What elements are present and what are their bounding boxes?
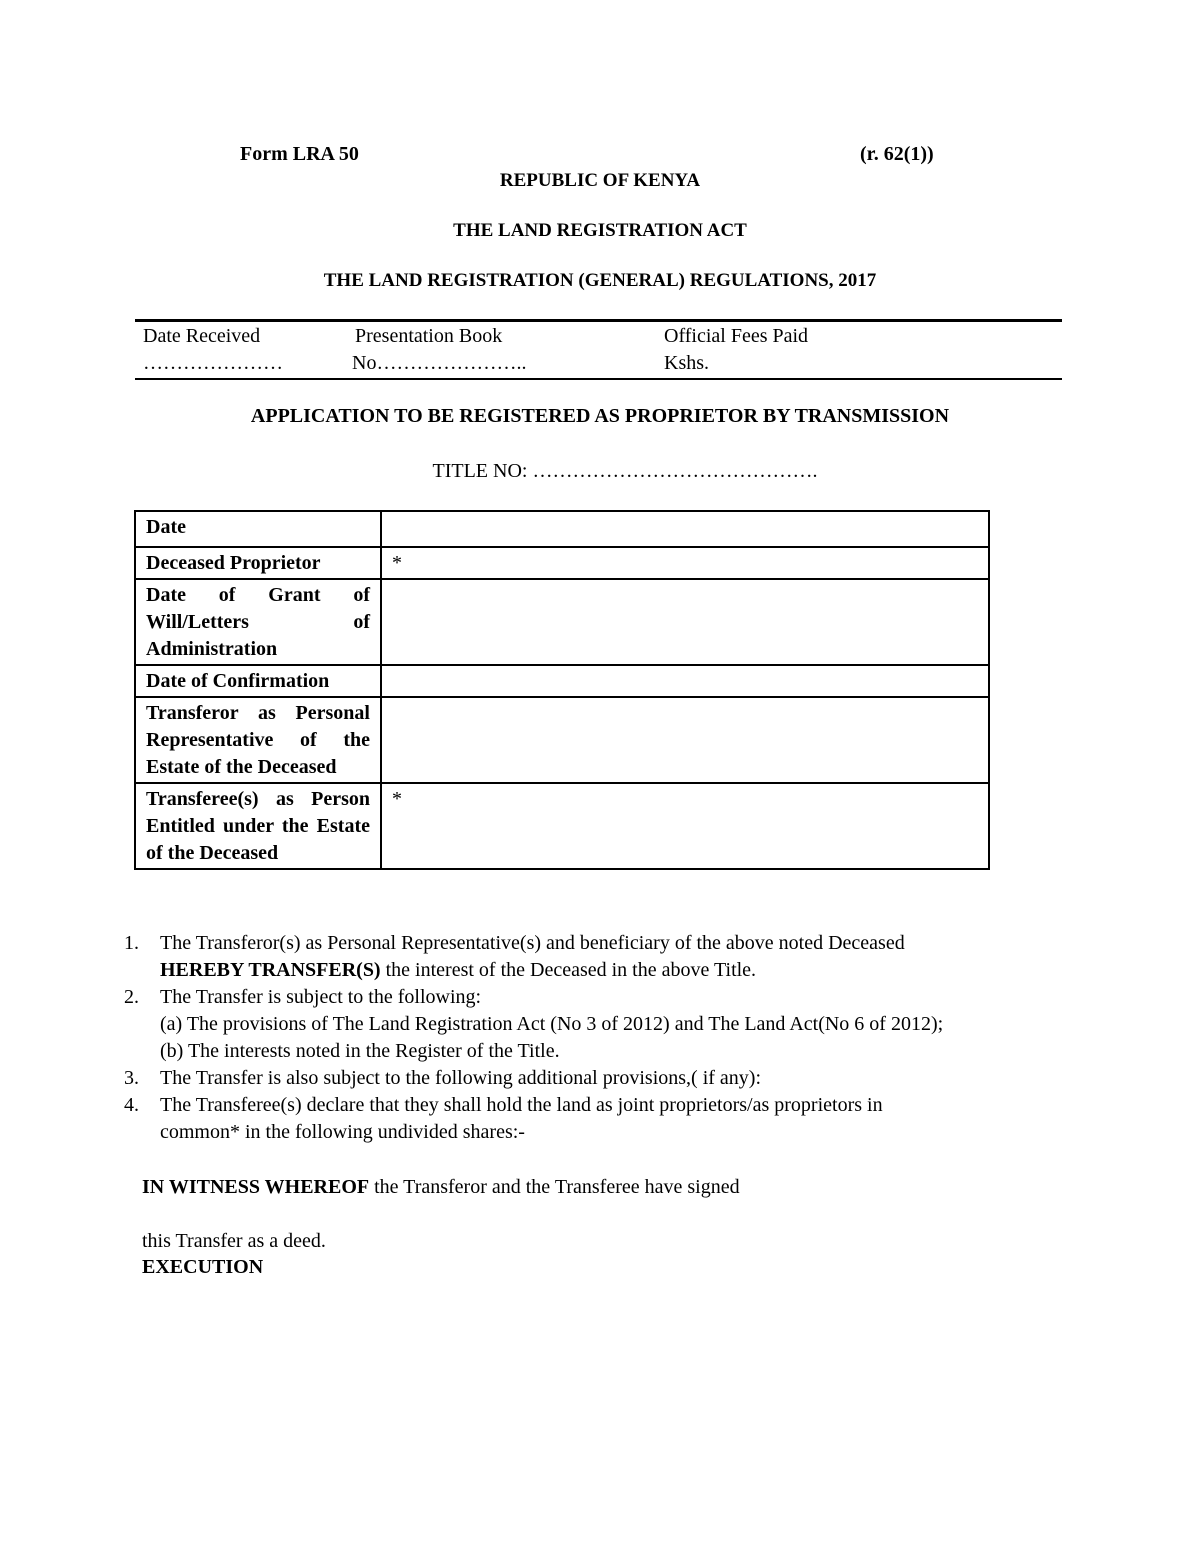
- act-heading: THE LAND REGISTRATION ACT: [453, 220, 747, 241]
- row-label-date-of-confirmation: Date of Confirmation: [135, 665, 381, 697]
- row-value-date-of-confirmation[interactable]: [381, 665, 989, 697]
- witness-line-2: this Transfer as a deed.: [142, 1230, 326, 1252]
- header-rule-top: [135, 319, 1062, 322]
- row-value-transferor[interactable]: [381, 697, 989, 783]
- term-3: The Transfer is also subject to the following additional provisions,( if any):: [160, 1067, 762, 1089]
- term-2a: (a) The provisions of The Land Registration Act (No 3 of 2012) and The Land Act(No 6 of 2012);: [160, 1013, 944, 1035]
- witness-whereof-text: IN WITNESS WHEREOF: [142, 1176, 370, 1198]
- witness-rest: the Transferor and the Transferee have signed: [369, 1176, 740, 1198]
- fees-label: Official Fees Paid: [664, 325, 809, 347]
- term-2: The Transfer is subject to the following:: [160, 986, 482, 1008]
- presentation-book-no: No…………………..: [352, 352, 527, 374]
- term-number-4: 4.: [124, 1094, 139, 1116]
- term-4-line-1: The Transferee(s) declare that they shall hold the land as joint proprietors/as proprietors in: [160, 1094, 883, 1116]
- row-label-date: Date: [135, 511, 381, 547]
- header-rule-bottom: [135, 378, 1062, 380]
- row-value-date-of-grant[interactable]: [381, 579, 989, 665]
- row-label-transferee: Transferee(s) as Person Entitled under the Estate of the Deceased: [135, 783, 381, 869]
- table-row: [135, 579, 989, 665]
- regulations-heading: THE LAND REGISTRATION (GENERAL) REGULATIONS, 2017: [323, 270, 877, 291]
- republic-heading: REPUBLIC OF KENYA: [499, 170, 701, 191]
- particulars-table: [134, 510, 990, 870]
- row-value-transferee[interactable]: *: [381, 783, 989, 869]
- row-label-date-of-grant: Date of Grant of Will/Letters of Administration: [135, 579, 381, 665]
- execution-heading: EXECUTION: [142, 1256, 264, 1278]
- title-no: TITLE NO: …………………………………….: [432, 460, 818, 482]
- table-row: [135, 547, 989, 579]
- row-label-transferor: Transferor as Personal Representative of the Estate of the Deceased: [135, 697, 381, 783]
- term-number-2: 2.: [124, 986, 139, 1008]
- presentation-book-label: Presentation Book: [355, 325, 503, 347]
- table-row: [135, 783, 989, 869]
- term-number-1: 1.: [124, 932, 139, 954]
- rule-reference: (r. 62(1)): [860, 143, 934, 165]
- term-number-3: 3.: [124, 1067, 139, 1089]
- term-2b: (b) The interests noted in the Register of the Title.: [160, 1040, 560, 1062]
- row-value-date[interactable]: [381, 511, 989, 547]
- table-row: [135, 697, 989, 783]
- table-row: [135, 665, 989, 697]
- fees-currency: Kshs.: [664, 352, 710, 374]
- term-1-line-1: The Transferor(s) as Personal Representative(s) and beneficiary of the above noted Deceased: [160, 932, 905, 954]
- witness-line-1: [142, 1176, 740, 1199]
- row-label-deceased-proprietor: Deceased Proprietor: [135, 547, 381, 579]
- form-title: APPLICATION TO BE REGISTERED AS PROPRIETOR BY TRANSMISSION: [250, 405, 950, 427]
- table-row: [135, 511, 989, 547]
- term-1-rest: the interest of the Deceased in the above Title.: [380, 959, 757, 981]
- date-received-label: Date Received: [143, 325, 261, 347]
- hereby-transfer-text: HEREBY TRANSFER(S): [160, 959, 381, 981]
- term-4-line-2: common* in the following undivided shares:-: [160, 1121, 525, 1143]
- date-received-field: …………………: [143, 352, 283, 374]
- term-1-line-2: [160, 959, 756, 982]
- form-name: Form LRA 50: [240, 143, 359, 165]
- row-value-deceased-proprietor[interactable]: *: [381, 547, 989, 579]
